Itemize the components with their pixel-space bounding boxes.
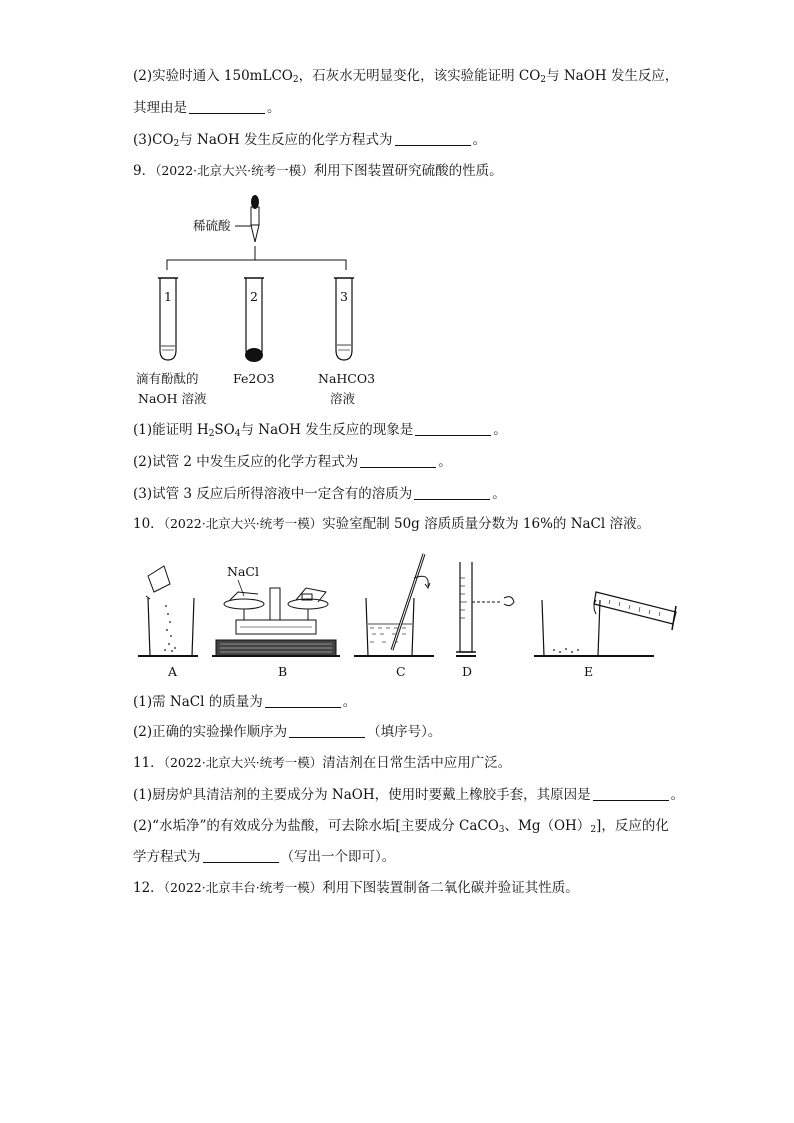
text: 学方程式为	[133, 849, 201, 865]
question-number: 11．	[133, 755, 164, 771]
text: 与 NaOH 发生反应的现象是	[240, 422, 414, 438]
subscript: 2	[590, 825, 597, 835]
step-b-balance-icon	[212, 564, 340, 656]
tube-1-label: 滴有酚酞的	[136, 371, 199, 386]
tube-1-label: NaOH 溶液	[138, 391, 207, 406]
answer-blank[interactable]	[189, 99, 265, 114]
question-source: （2022·北京大兴·统考一模）	[155, 163, 314, 178]
answer-blank[interactable]	[593, 786, 669, 801]
step-e-pouring-icon	[534, 592, 676, 656]
text: 与 NaOH 发生反应，	[546, 68, 679, 84]
text: (3)CO	[133, 132, 174, 148]
text: 。	[267, 100, 281, 116]
text: 与 NaOH 发生反应的化学方程式为	[179, 132, 393, 148]
tube-2-label: Fe2O3	[233, 371, 275, 386]
question-number: 10．	[133, 516, 164, 532]
q9-sulfuric-acid-diagram	[130, 190, 390, 415]
text: (2)试管 2 中发生反应的化学方程式为	[133, 454, 359, 470]
question-source: （2022·北京大兴·统考一模）	[163, 755, 323, 770]
text: (1)能证明 H	[133, 422, 209, 438]
q10-part1	[133, 692, 356, 712]
subscript: 2	[173, 139, 180, 149]
q8-part2-line1	[133, 66, 678, 86]
test-tube-3	[334, 278, 354, 360]
text: (2)“水垢净”的有效成分为盐酸，可去除水垢[主要成分 CaCO	[133, 818, 499, 834]
tube-3-label: 溶液	[330, 391, 356, 406]
eye-icon	[504, 597, 514, 606]
answer-blank[interactable]	[203, 848, 279, 863]
q8-part3	[133, 130, 486, 150]
question-source: （2022·北京丰台·统考一模）	[163, 880, 323, 895]
text: SO	[214, 422, 235, 438]
q11-title	[133, 753, 511, 773]
answer-blank[interactable]	[395, 131, 471, 146]
text: （写出一个即可）。	[280, 849, 396, 865]
step-label-e: E	[584, 664, 594, 679]
text: (2)实验时通入 150mLCO	[133, 68, 293, 84]
step-a-beaker-icon	[138, 566, 198, 656]
text: 、Mg（OH）	[504, 818, 591, 834]
acid-label: 稀硫酸	[193, 218, 231, 233]
answer-blank[interactable]	[289, 723, 365, 738]
q10-part2	[133, 722, 441, 742]
q11-part2-line1	[133, 816, 669, 836]
question-number: 12．	[133, 880, 164, 896]
question-number: 9．	[133, 163, 156, 179]
subscript: 2	[540, 75, 547, 85]
text: （填序号）。	[367, 724, 442, 740]
q9-part1	[133, 420, 507, 440]
question-text: 利用下图装置制备二氧化碳并验证其性质。	[322, 880, 579, 896]
text: ，石灰水无明显变化，该实验能证明 CO	[298, 68, 541, 84]
answer-blank[interactable]	[414, 485, 490, 500]
text: (3)试管 3 反应后所得溶液中一定含有的溶质为	[133, 486, 413, 502]
text: 。	[438, 454, 452, 470]
q9-part2	[133, 452, 452, 472]
q11-part1	[133, 785, 684, 805]
answer-blank[interactable]	[360, 453, 436, 468]
answer-blank[interactable]	[265, 693, 341, 708]
q8-part2-line2	[133, 98, 281, 118]
step-label-b: B	[278, 664, 288, 679]
dropper-icon	[251, 195, 259, 242]
q10-solution-prep-diagram	[130, 548, 690, 683]
tube-number: 1	[164, 289, 172, 304]
q9-title	[133, 161, 503, 181]
text: 。	[342, 694, 357, 710]
text: ]，反应的化	[596, 818, 669, 834]
question-text: 实验室配制 50g 溶质质量分数为 16%的 NaCl 溶液。	[322, 516, 650, 532]
bracket-line	[167, 260, 346, 270]
step-d-cylinder-icon	[456, 562, 514, 656]
q12-title	[133, 878, 579, 898]
subscript: 4	[234, 429, 241, 439]
step-label-a: A	[168, 664, 178, 679]
tube-number: 2	[250, 289, 258, 304]
nacl-label: NaCl	[227, 564, 259, 579]
answer-blank[interactable]	[415, 421, 491, 436]
question-text: 利用下图装置研究硫酸的性质。	[313, 163, 503, 179]
question-source: （2022·北京大兴·统考一模）	[163, 516, 323, 531]
subscript: 2	[292, 75, 299, 85]
q11-part2-line2	[133, 847, 395, 867]
text: 。	[493, 422, 507, 438]
fe2o3-powder	[245, 348, 263, 362]
text: 。	[492, 486, 506, 502]
subscript: 3	[498, 825, 505, 835]
step-label-c: C	[396, 664, 406, 679]
subscript: 2	[208, 429, 215, 439]
tube-number: 3	[340, 289, 348, 304]
test-tube-2	[244, 278, 264, 362]
q9-part3	[133, 484, 506, 504]
text: (2)正确的实验操作顺序为	[133, 724, 288, 740]
text: 。	[670, 787, 685, 803]
step-label-d: D	[462, 664, 473, 679]
tube-3-label: NaHCO3	[318, 371, 376, 386]
test-tube-1	[158, 278, 178, 360]
text: (1)厨房炉具清洁剂的主要成分为 NaOH，使用时要戴上橡胶手套，其原因是	[133, 787, 591, 803]
q10-title	[133, 514, 650, 534]
text: 其理由是	[133, 100, 187, 116]
text: 。	[472, 132, 487, 148]
text: (1)需 NaCl 的质量为	[133, 694, 263, 710]
step-c-stirring-icon	[354, 554, 434, 656]
question-text: 清洁剂在日常生活中应用广泛。	[322, 755, 512, 771]
